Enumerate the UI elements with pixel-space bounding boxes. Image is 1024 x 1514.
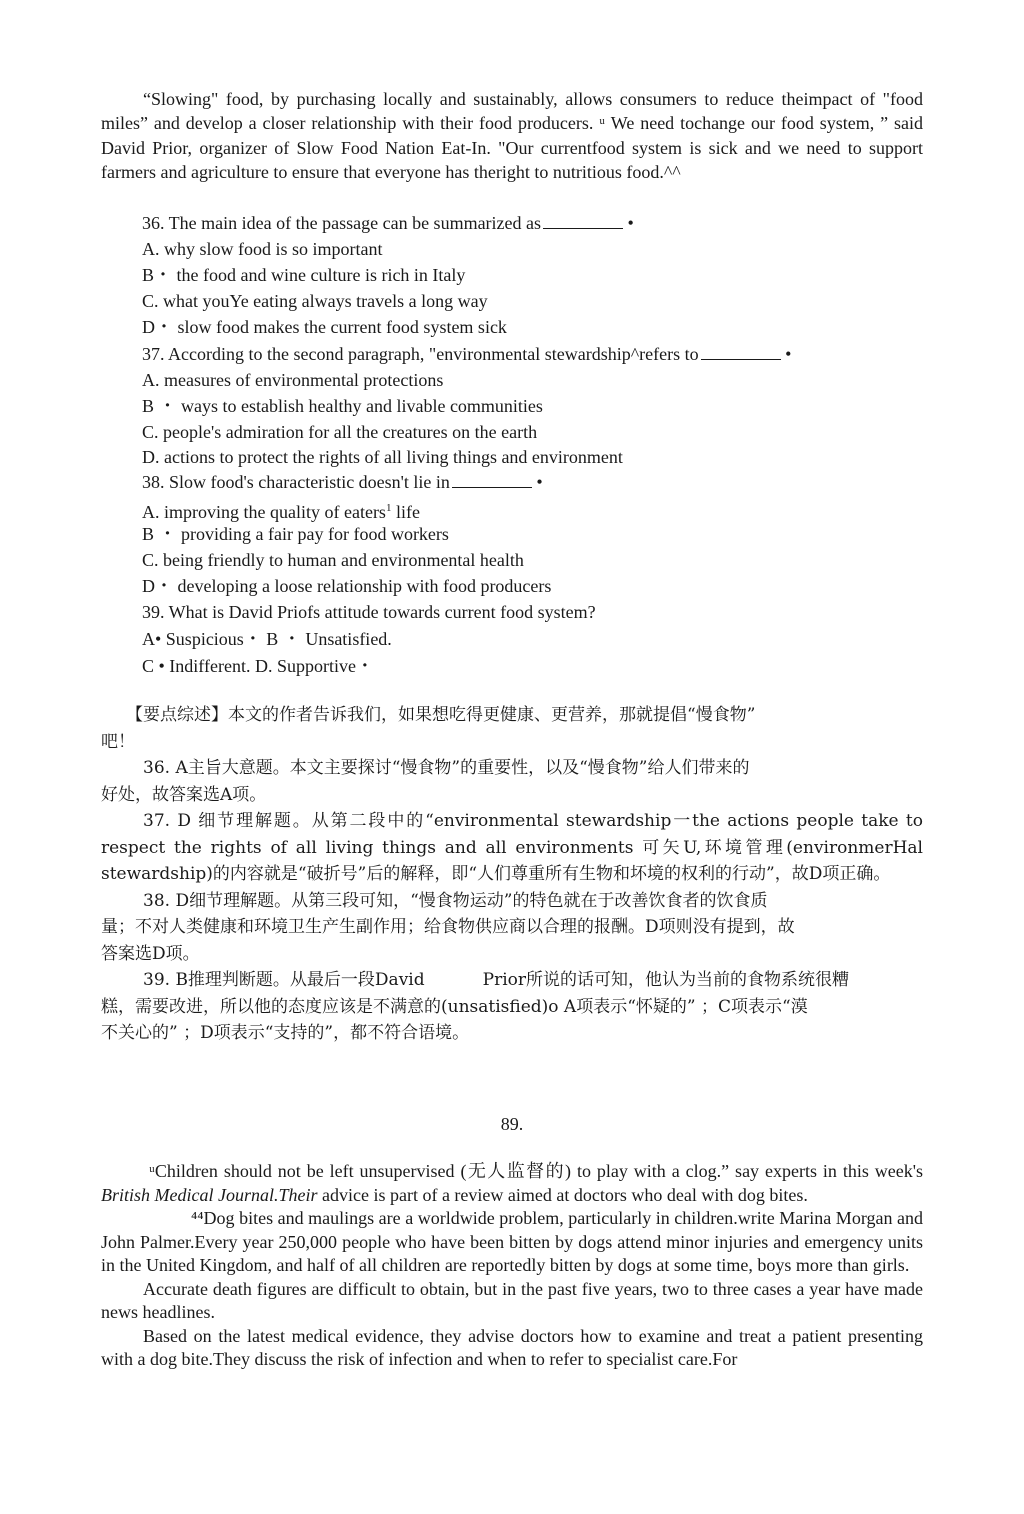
option-38-d: D・ developing a loose relationship with food producers (142, 576, 552, 596)
option-38-c: C. being friendly to human and environmental health (142, 550, 524, 570)
option-38-a: A. improving the quality of eaters$^1$ life (142, 502, 420, 522)
question-38: 38. Slow food's characteristic doesn't lie in • (142, 472, 543, 492)
passage-89-paragraph-3: Accurate death figures are difficult to obtain, but in the past five years, two to three cases a year have made news headlines. (101, 1278, 923, 1322)
options-39-cd: C • Indifferent. D. Supportive・ (142, 656, 374, 676)
option-37-d: D. actions to protect the rights of all living things and environment (142, 447, 623, 467)
summary-line-2: 吧！ (101, 731, 135, 752)
option-37-a: A. measures of environmental protections (142, 370, 444, 390)
passage-89-paragraph-4: Based on the latest medical evidence, they advise doctors how to examine and treat a patient presenting with a dog bite.They discuss the risk of infection and when to refer to specialist care.For (101, 1325, 923, 1369)
summary-line-1: 【要点综述】本文的作者告诉我们，如果想吃得更健康、更营养，那就提倡“慢食物” (126, 705, 756, 725)
question-39: 39. What is David Priofs attitude towards current food system? (142, 602, 596, 622)
option-36-d: D・ slow food makes the current food system sick (142, 317, 507, 337)
page-number: 89. (500, 1114, 524, 1134)
answer-explanations (101, 702, 923, 1047)
passage-89-paragraph-2: ⁴⁴Dog bites and maulings are a worldwide problem, particularly in children.write Marina Morgan and John Palmer.Every year 250,000 people who have been bitten by dogs attend minor injuries and emergency units in the United Kingdom, and half of all children are reportedly bitten by dogs at some time, boys more than girls. (101, 1208, 923, 1275)
answer-39-line-1: 39. B推理判断题。从最后一段David Prior所说的话可知，他认为当前的食物系统很糟 (143, 970, 849, 990)
options-39-ab: A• Suspicious・ B ・ Unsatisfied. (142, 629, 392, 649)
answer-38-line-2: 量；不对人类健康和环境卫生产生副作用；给食物供应商以合理的报酬。D项则没有提到，故 (101, 917, 795, 937)
option-38-b: B ・ providing a fair pay for food workers (142, 524, 449, 544)
option-36-b: B・ the food and wine culture is rich in Italy (142, 265, 466, 285)
passage-paragraph (101, 87, 923, 185)
answer-38-line-1: 38. D细节理解题。从第三段可知，“慢食物运动”的特色就在于改善饮食者的饮食质 (143, 890, 768, 911)
answer-39-line-3: 不关心的” ；D项表示“支持的”，都不符合语境。 (101, 1023, 470, 1043)
answer-36-line-1: 36. A主旨大意题。本文主要探讨“慢食物”的重要性，以及“慢食物”给人们带来的 (143, 758, 750, 778)
option-37-c: C. people's admiration for all the creatures on the earth (142, 422, 538, 442)
paragraph-slowing-food: “Slowing" food, by purchasing locally and sustainably, allows consumers to reduce theimpact of "food miles” and develop a closer relationship with their food producers. ᵘ We need tochange our food system, ” said David Prior, organizer of Slow Food Nation Eat-In. "Our currentfood system is sick and we need to support farmers and agriculture to ensure that everyone has theright to nutritious food.^^ (101, 89, 923, 183)
answer-39-line-2: 糕，需要改进，所以他的态度应该是不满意的(unsatisfied)o A项表示“怀疑的” ；C项表示“漠 (101, 996, 808, 1017)
option-36-c: C. what youYe eating always travels a long way (142, 291, 488, 311)
answer-36-line-2: 好处，故答案选A项。 (101, 784, 267, 805)
answer-38-line-3: 答案选D项。 (101, 943, 200, 964)
question-36: 36. The main idea of the passage can be summarized as • (142, 213, 634, 233)
question-37: 37. According to the second paragraph, "environmental stewardship^refers to • (142, 344, 792, 364)
option-36-a: A. why slow food is so important (142, 239, 383, 259)
passage-89-paragraph-1: ᵘChildren should not be left unsupervised (无人监督的) to play with a clog.” say experts in this week's British Medical Journal.Their advice is part of a review aimed at doctors who deal with dog bites. (101, 1161, 923, 1205)
option-37-b: B ・ ways to establish healthy and livable communities (142, 396, 543, 416)
answer-blank (543, 214, 623, 229)
answer-37: 37. D 细节理解题。从第二段中的“environmental stewardship一the actions people take to respect the rights of all living things and all environments 可矢U,环境管理(environmerHal stewardship)的内容就是“破折号”后的解释，即“人们尊重所有生物和坏境的权利的行动”，故D项正确。 (101, 811, 923, 884)
answer-blank (452, 473, 532, 488)
passage-89 (101, 1160, 923, 1372)
answer-blank (701, 345, 781, 360)
